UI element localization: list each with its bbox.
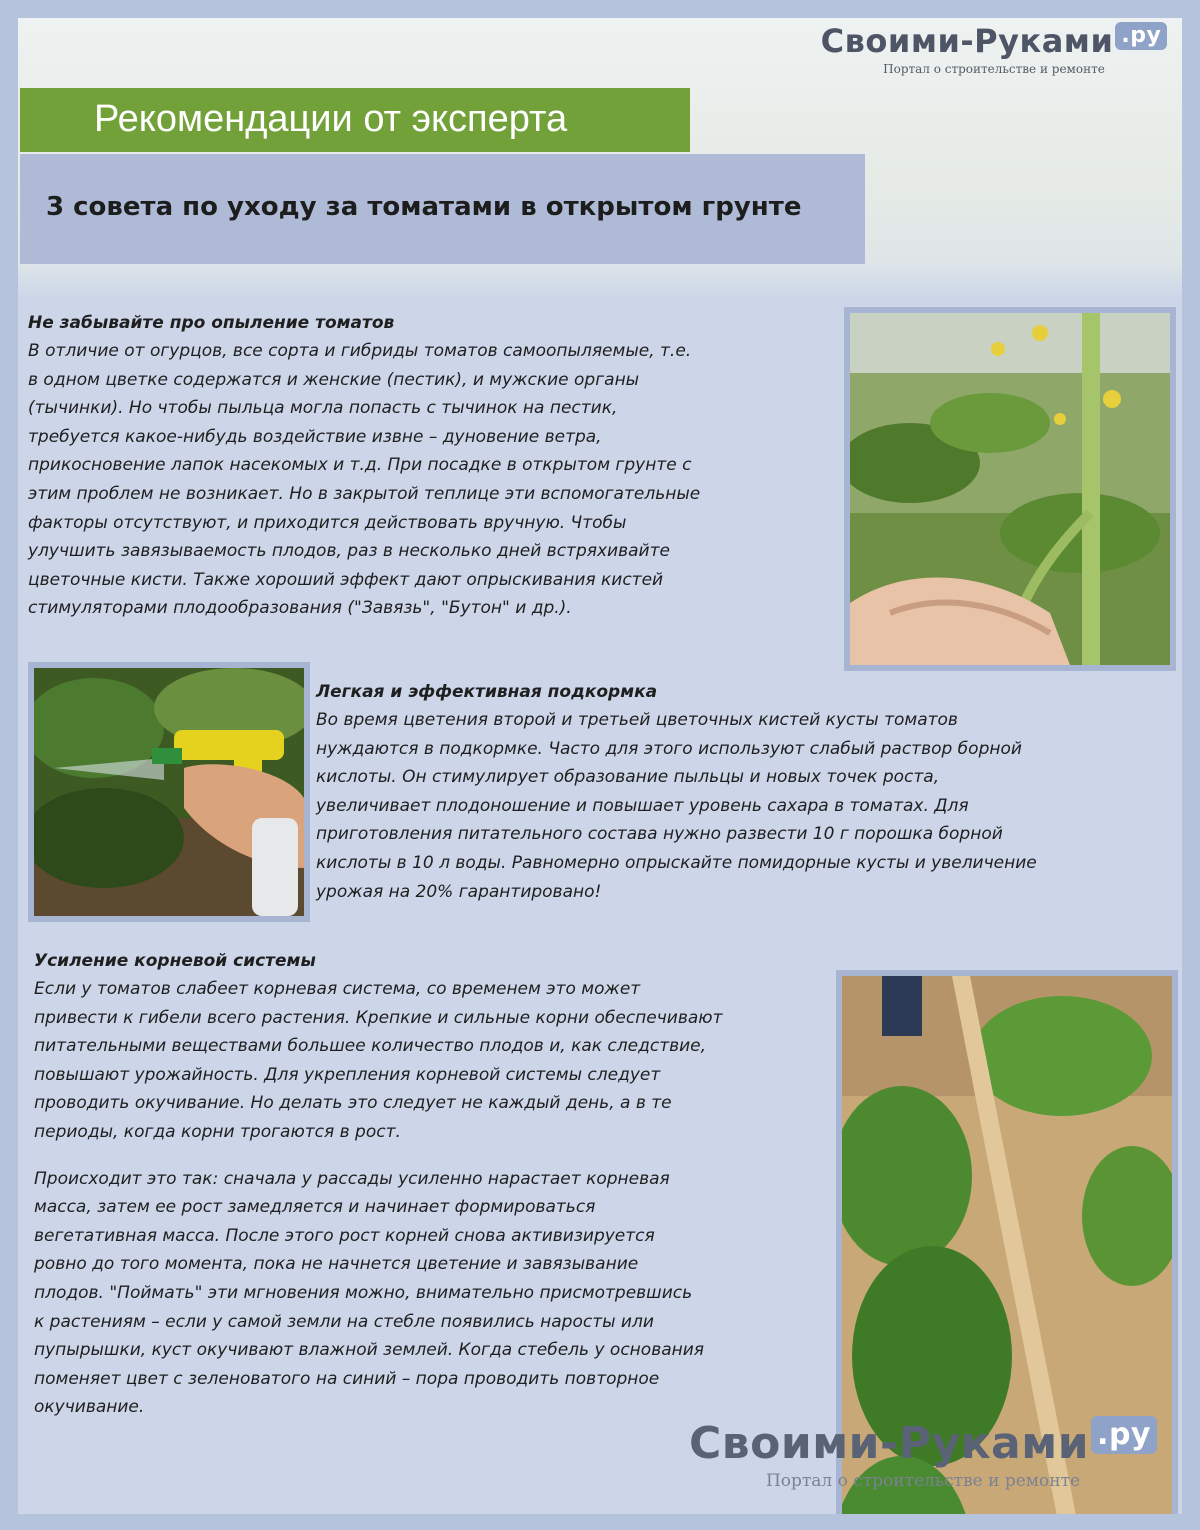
tomato-flowers-photo <box>844 307 1176 671</box>
site-logo-top[interactable] <box>814 22 1174 76</box>
logo-tld: .ру <box>1091 1416 1157 1454</box>
tip-text: Если у томатов слабеет корневая система, со временем это может привести к гибели всего растения. Крепкие и сильные корни обеспечивают питательными веществами большее количество плодов и, как следствие, повышают урожайность. Для укрепления корневой системы следует проводить окучивание. Но делать это следует не каждый день, а в те периоды, когда корни трогаются в рост. <box>34 979 723 1142</box>
tip-pollination <box>28 309 840 623</box>
site-logo-bottom[interactable] <box>668 1416 1178 1491</box>
logo-tld: .ру <box>1115 22 1167 50</box>
tip-root-system <box>34 947 844 1422</box>
tip-heading: Легкая и эффективная подкормка <box>316 682 658 702</box>
spraying-photo <box>28 662 310 922</box>
article-title-box <box>20 154 865 264</box>
tip-heading: Не забывайте про опыление томатов <box>28 313 395 333</box>
tip-text: В отличие от огурцов, все сорта и гибриды томатов самоопыляемые, т.е. в одном цветке содержатся и женские (пестик), и мужские органы (тычинки). Но чтобы пыльца могла попасть с тычинок на пестик, требуется какое-нибудь воздействие извне – дуновение ветра, прикосновение лапок насекомых и т.д. При посадке в открытом грунте с этим проблем не возникает. Но в закрытой теплице эти вспомогательные факторы отсутствуют, и приходится действовать вручную. Чтобы улучшить завязываемость плодов, раз в несколько дней встряхивайте цветочные кисти. Также хороший эффект дают опрыскивания кистей стимуляторами плодообразования ("Завязь", "Бутон" и др.). <box>28 341 701 619</box>
logo-name: Своими-Руками <box>820 22 1114 60</box>
expert-banner-text: Рекомендации от эксперта <box>94 98 568 140</box>
tip-feeding <box>316 678 1162 906</box>
expert-banner <box>20 88 690 152</box>
tip-heading: Усиление корневой системы <box>34 951 316 971</box>
article-title: 3 совета по уходу за томатами в открытом грунте <box>46 192 802 222</box>
infographic-page <box>18 18 1182 1514</box>
tip-text-continued: Происходит это так: сначала у рассады усиленно нарастает корневая масса, затем ее рост замедляется и начинает формироваться вегетативная масса. После этого рост корней снова активизируется ровно до того момента, пока не начнется цветение и завязывание плодов. "Поймать" эти мгновения можно, внимательно присмотревшись к растениям – если у самой земли на стебле появились наросты или пупырышки, куст окучивают влажной землей. Когда стебель у основания поменяет цвет с зеленоватого на синий – пора проводить повторное окучивание. <box>34 1168 705 1418</box>
logo-tagline: Портал о строительстве и ремонте <box>765 1471 1081 1491</box>
logo-name: Своими-Руками <box>689 1418 1090 1469</box>
tip-text: Во время цветения второй и третьей цветочных кистей кусты томатов нуждаются в подкормке. Часто для этого используют слабый раствор борной кислоты. Он стимулирует образование пыльцы и новых точек роста, увеличивает плодоношение и повышает уровень сахара в томатах. Для приготовления питательного состава нужно развести 10 г порошка борной кислоты в 10 л воды. Равномерно опрыскайте помидорные кусты и увеличение урожая на 20% гарантировано! <box>316 710 1037 902</box>
logo-tagline: Портал о строительстве и ремонте <box>883 62 1105 76</box>
